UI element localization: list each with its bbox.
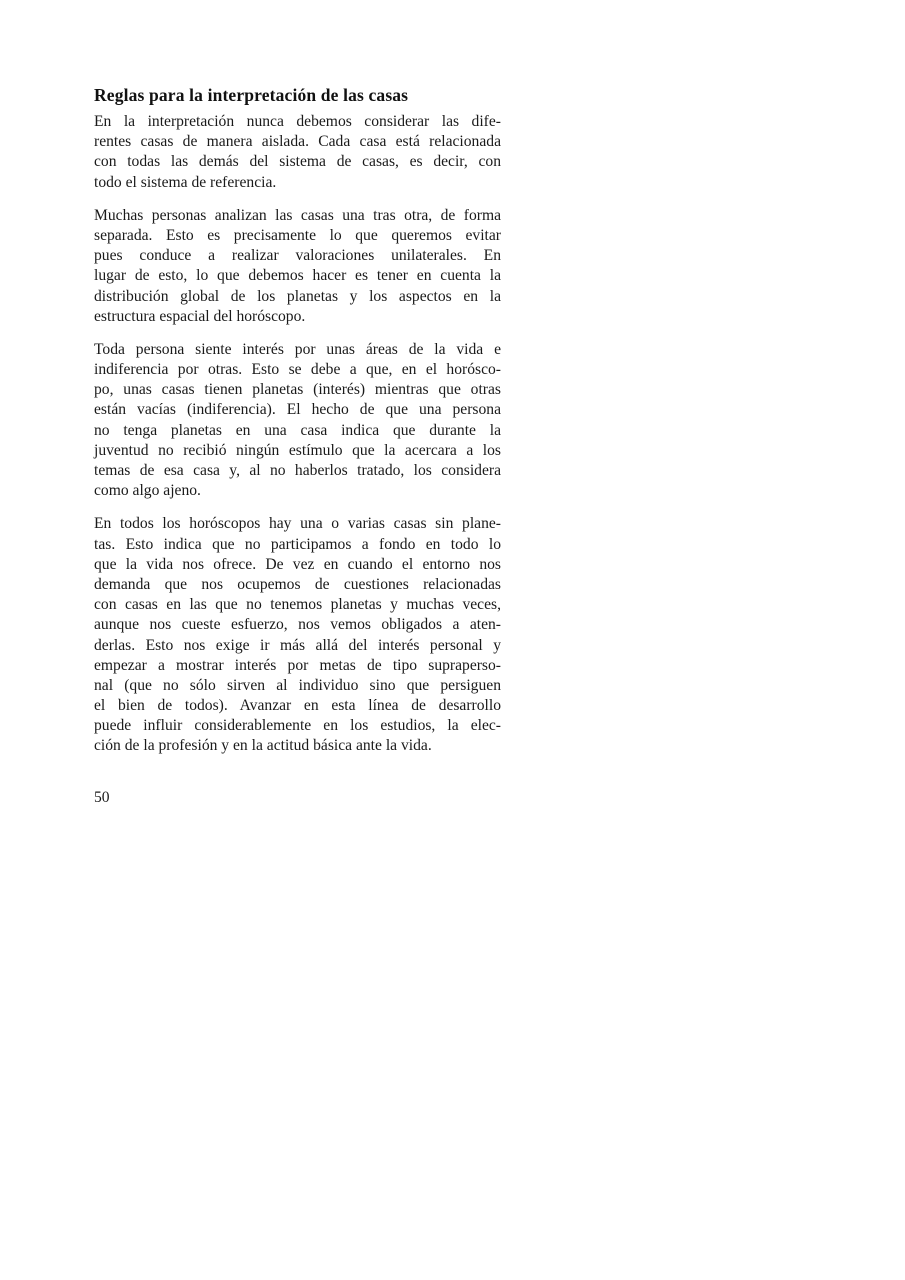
text-line: lugar de esto, lo que debemos hacer es tener en cuenta la bbox=[94, 267, 501, 285]
text-line: tas. Esto indica que no participamos a fondo en todo lo bbox=[94, 535, 501, 553]
text-line: con casas en las que no tenemos planetas y muchas veces, bbox=[94, 596, 501, 614]
text-line: nal (que no sólo sirven al individuo sino que persiguen bbox=[94, 676, 501, 694]
text-line: todo el sistema de referencia. bbox=[94, 173, 277, 191]
text-line: como algo ajeno. bbox=[94, 482, 201, 500]
text-line: no tenga planetas en una casa indica que durante la bbox=[94, 421, 501, 439]
text-line: juventud no recibió ningún estímulo que la acercara a los bbox=[94, 441, 501, 459]
text-line: distribución global de los planetas y los aspectos en la bbox=[94, 287, 501, 305]
text-line: estructura espacial del horóscopo. bbox=[94, 307, 306, 325]
text-line: temas de esa casa y, al no haberlos tratado, los considera bbox=[94, 462, 501, 479]
text-line: con todas las demás del sistema de casas, es decir, con bbox=[94, 153, 501, 171]
text-line: Toda persona siente interés por unas áreas de la vida e bbox=[94, 340, 501, 358]
text-line: Muchas personas analizan las casas una tras otra, de forma bbox=[94, 206, 501, 224]
text-line: el bien de todos). Avanzar en esta línea de desarrollo bbox=[94, 697, 501, 715]
section-heading: Reglas para la interpretación de las casas bbox=[94, 85, 409, 105]
text-line: En todos los horóscopos hay una o varias casas sin plane- bbox=[94, 515, 501, 533]
text-line: aunque nos cueste esfuerzo, nos vemos obligados a aten- bbox=[94, 616, 501, 634]
text-line: que la vida nos ofrece. De vez en cuando el entorno nos bbox=[94, 555, 501, 573]
text-line: demanda que nos ocupemos de cuestiones relacionadas bbox=[94, 575, 501, 593]
paragraph-1 bbox=[94, 112, 501, 193]
text-line: rentes casas de manera aislada. Cada casa está relacionada bbox=[94, 133, 501, 151]
text-line: po, unas casas tienen planetas (interés) mientras que otras bbox=[94, 381, 501, 399]
page-number: 50 bbox=[94, 789, 110, 806]
text-line: pues conduce a realizar valoraciones unilaterales. En bbox=[94, 247, 501, 265]
paragraph-3 bbox=[94, 340, 501, 502]
text-line: puede influir considerablemente en los estudios, la elec- bbox=[94, 717, 501, 735]
text-line: separada. Esto es precisamente lo que queremos evitar bbox=[94, 226, 501, 244]
page-content bbox=[94, 84, 501, 770]
text-line: ción de la profesión y en la actitud básica ante la vida. bbox=[94, 737, 432, 755]
text-line: En la interpretación nunca debemos considerar las dife- bbox=[94, 113, 501, 130]
paragraph-2 bbox=[94, 206, 501, 327]
text-line: derlas. Esto nos exige ir más allá del interés personal y bbox=[94, 636, 501, 654]
text-line: indiferencia por otras. Esto se debe a que, en el horósco- bbox=[94, 361, 501, 379]
text-line: empezar a mostrar interés por metas de tipo supraperso- bbox=[94, 656, 501, 674]
paragraph-4 bbox=[94, 514, 501, 756]
text-line: están vacías (indiferencia). El hecho de que una persona bbox=[94, 401, 501, 419]
